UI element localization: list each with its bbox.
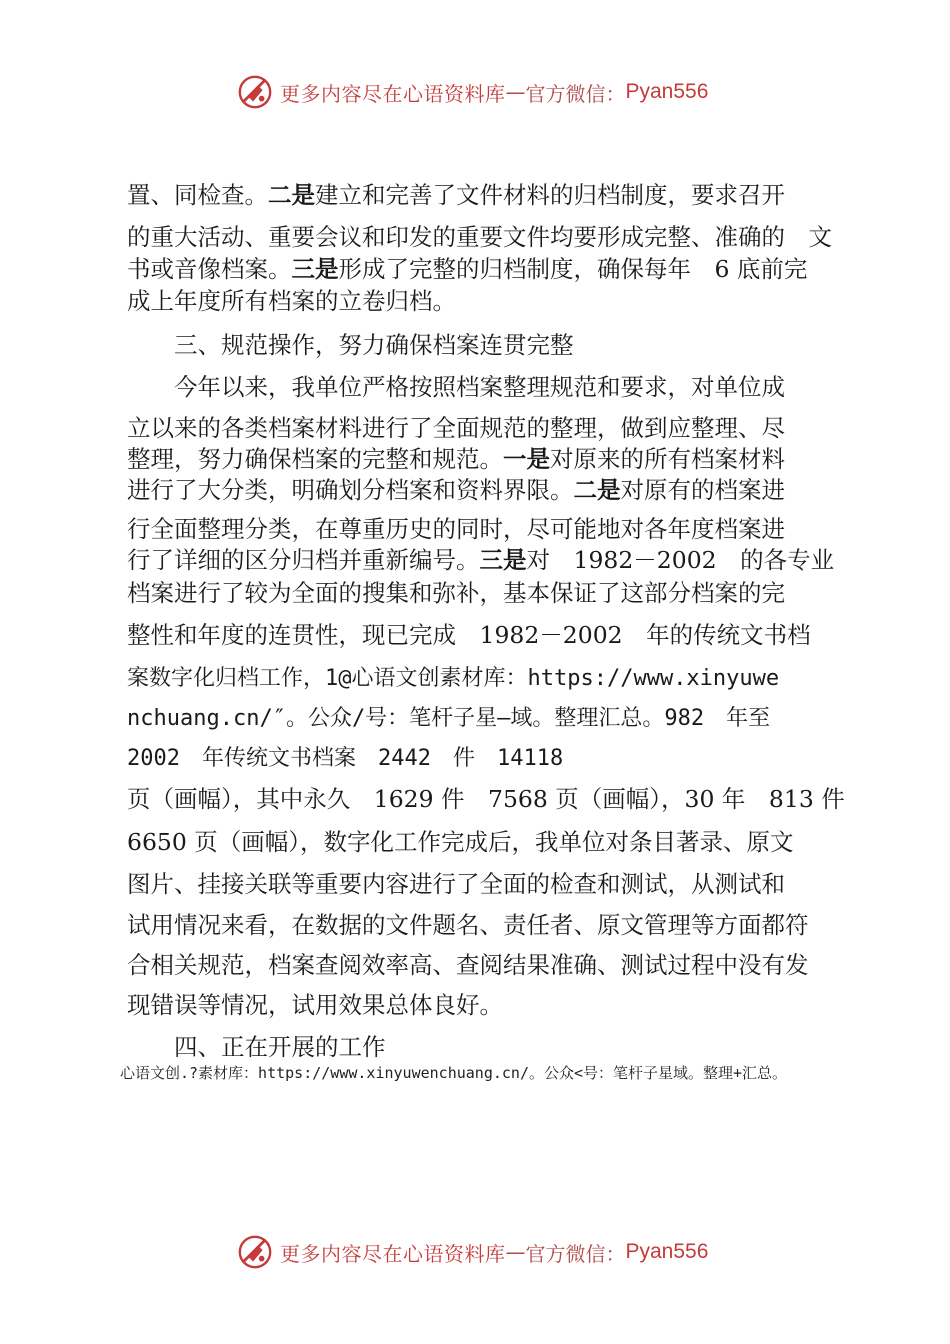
pen-logo-icon xyxy=(236,73,274,111)
text-line: 现错误等情况，试用效果总体良好。 xyxy=(127,991,503,1019)
text-line: 今年以来，我单位严格按照档案整理规范和要求，对单位成 xyxy=(127,373,785,401)
text-line: 行全面整理分类，在尊重历史的同时，尽可能地对各年度档案进 xyxy=(127,515,785,543)
text-line: 的重大活动、重要会议和印发的重要文件均要形成完整、准确的 文 xyxy=(127,223,832,251)
section-heading: 三、规范操作，努力确保档案连贯完整 xyxy=(127,331,574,359)
text-line: 2002 年传统文书档案 2442 件 14118 xyxy=(127,746,564,771)
text-line: 置、同检查。二是建立和完善了文件材料的归档制度，要求召开 xyxy=(127,181,785,209)
pen-logo-icon xyxy=(236,1233,274,1271)
text-line: 整性和年度的连贯性，现已完成 1982－2002 年的传统文书档 xyxy=(127,621,811,649)
text-line: nchuang.cn/″。公众/号：笔杆子星—域。整理汇总。982 年至 xyxy=(127,706,771,731)
banner-separator: — xyxy=(505,80,526,104)
banner-wechat-id: Pyan556 xyxy=(625,1240,709,1263)
header-banner xyxy=(236,72,756,112)
footer-banner xyxy=(236,1232,756,1272)
banner-wechat-label: 官方微信： xyxy=(525,1241,626,1266)
text-line: 书或音像档案。三是形成了完整的归档制度，确保每年 6 底前完 xyxy=(127,255,808,283)
text-line: 6650 页（画幅），数字化工作完成后，我单位对条目著录、原文 xyxy=(127,828,794,856)
text-line: 页（画幅），其中永久 1629 件 7568 页（画幅），30 年 813 件 xyxy=(127,785,845,813)
emphasis-marker: 三是 xyxy=(479,546,527,574)
text-line: 试用情况来看，在数据的文件题名、责任者、原文管理等方面都符 xyxy=(127,911,809,939)
emphasis-marker: 二是 xyxy=(573,476,621,504)
emphasis-marker: 二是 xyxy=(268,181,315,209)
emphasis-marker: 一是 xyxy=(503,445,550,473)
banner-wechat-id: Pyan556 xyxy=(625,80,709,103)
banner-main-text: 更多内容尽在心语资料库 xyxy=(280,1241,506,1266)
text-line: 档案进行了较为全面的搜集和弥补，基本保证了这部分档案的完 xyxy=(127,579,785,607)
text-line: 行了详细的区分归档并重新编号。三是对 1982－2002 的各专业 xyxy=(127,546,835,574)
text-line: 成上年度所有档案的立卷归档。 xyxy=(127,287,456,315)
emphasis-marker: 三是 xyxy=(291,255,339,283)
watermark-note: 心语文创.?素材库：https://www.xinyuwenchuang.cn/。公众<号：笔杆子星域。整理+汇总。 xyxy=(120,1064,788,1082)
section-heading: 四、正在开展的工作 xyxy=(127,1033,386,1061)
text-line: 图片、挂接关联等重要内容进行了全面的检查和测试，从测试和 xyxy=(127,870,785,898)
banner-main-text: 更多内容尽在心语资料库 xyxy=(280,81,506,106)
text-line: 进行了大分类，明确划分档案和资料界限。二是对原有的档案进 xyxy=(127,476,785,504)
text-line: 案数字化归档工作，1@心语文创素材库：https://www.xinyuwe xyxy=(127,666,780,691)
text-line: 立以来的各类档案材料进行了全面规范的整理，做到应整理、尽 xyxy=(127,414,785,442)
banner-separator: — xyxy=(505,1240,526,1264)
text-line: 合相关规范，档案查阅效率高、查阅结果准确、测试过程中没有发 xyxy=(127,951,809,979)
text-line: 整理，努力确保档案的完整和规范。一是对原来的所有档案材料 xyxy=(127,445,785,473)
banner-wechat-label: 官方微信： xyxy=(525,81,626,106)
